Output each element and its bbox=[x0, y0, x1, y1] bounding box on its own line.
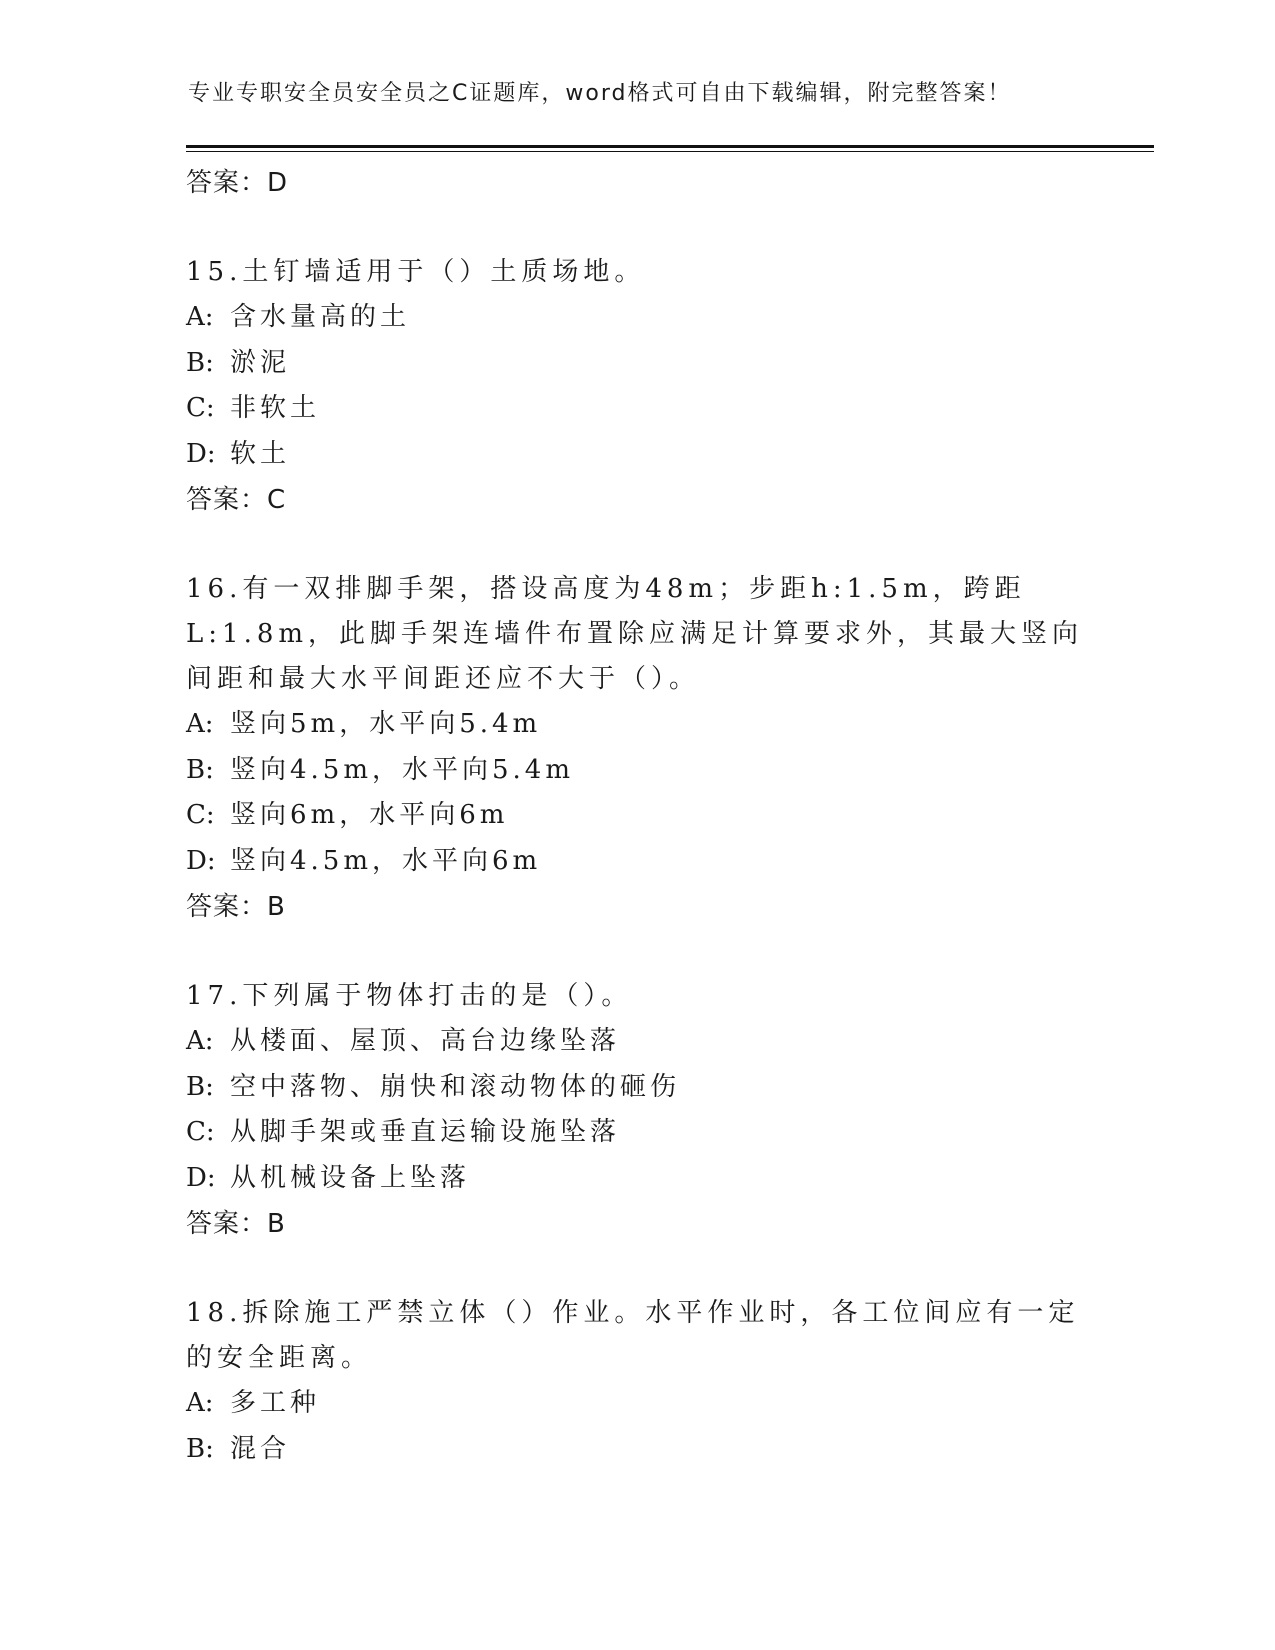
option-letter: B: bbox=[186, 1433, 214, 1464]
option-text: 淤泥 bbox=[230, 347, 291, 378]
answer-option bbox=[186, 702, 1086, 748]
option-text: 非软土 bbox=[230, 393, 321, 423]
answer-line: 答案：B bbox=[186, 892, 286, 922]
block-gap bbox=[186, 930, 1086, 974]
option-letter: B: bbox=[186, 754, 214, 785]
option-letter: A: bbox=[186, 1026, 214, 1056]
option-text: 从脚手架或垂直运输设施坠落 bbox=[230, 1117, 621, 1147]
answer-line: 答案：C bbox=[186, 485, 287, 515]
answer-option bbox=[186, 1427, 1086, 1473]
option-text: 混合 bbox=[230, 1433, 291, 1464]
option-letter: D: bbox=[186, 845, 216, 876]
question-stem: 17.下列属于物体打击的是（）。 bbox=[186, 981, 633, 1011]
option-text: 从机械设备上坠落 bbox=[230, 1162, 471, 1193]
block-gap bbox=[186, 206, 1086, 250]
page-header: 专业专职安全员安全员之C证题库，word格式可自由下载编辑，附完整答案！ bbox=[188, 81, 1012, 106]
answer-option bbox=[186, 793, 1086, 839]
option-letter: C: bbox=[186, 800, 215, 830]
question-stem: 18.拆除施工严禁立体（）作业。水平作业时，各工位间应有一定的安全距离。 bbox=[186, 1298, 1080, 1373]
answer-option bbox=[186, 432, 1086, 478]
block-gap bbox=[186, 523, 1086, 567]
option-text: 空中落物、崩快和滚动物体的砸伤 bbox=[230, 1071, 681, 1102]
option-text: 多工种 bbox=[230, 1388, 321, 1418]
question-stem: 15.土钉墙适用于（）土质场地。 bbox=[186, 257, 646, 287]
answer-option bbox=[186, 1381, 1086, 1427]
answer-option bbox=[186, 1019, 1086, 1065]
answer-option bbox=[186, 341, 1086, 387]
answer-option bbox=[186, 839, 1086, 885]
answer-option bbox=[186, 1110, 1086, 1156]
block-gap bbox=[186, 1247, 1086, 1291]
answer-option bbox=[186, 1065, 1086, 1111]
answer-line: 答案：B bbox=[186, 1209, 286, 1239]
option-text: 软土 bbox=[230, 438, 291, 469]
answer-option bbox=[186, 295, 1086, 341]
option-letter: B: bbox=[186, 347, 214, 378]
option-letter: C: bbox=[186, 1117, 215, 1147]
option-letter: A: bbox=[186, 709, 214, 739]
question-content bbox=[186, 160, 1086, 1472]
answer-option bbox=[186, 386, 1086, 432]
option-letter: C: bbox=[186, 393, 215, 423]
option-text: 含水量高的土 bbox=[230, 302, 411, 332]
option-letter: B: bbox=[186, 1071, 214, 1102]
option-letter: A: bbox=[186, 1388, 214, 1418]
option-text: 竖向4.5m，水平向6m bbox=[230, 845, 542, 876]
answer-line: 答案：D bbox=[186, 168, 289, 198]
option-text: 竖向6m，水平向6m bbox=[230, 800, 509, 830]
answer-option bbox=[186, 1156, 1086, 1202]
header-rule-thick bbox=[186, 145, 1154, 148]
option-letter: D: bbox=[186, 1162, 216, 1193]
option-letter: D: bbox=[186, 438, 216, 469]
option-text: 竖向4.5m，水平向5.4m bbox=[230, 754, 575, 785]
option-text: 从楼面、屋顶、高台边缘坠落 bbox=[230, 1026, 621, 1056]
option-letter: A: bbox=[186, 302, 214, 332]
header-rule-thin bbox=[186, 151, 1154, 152]
question-stem: 16.有一双排脚手架，搭设高度为48m；步距h:1.5m，跨距L:1.8m，此脚手架连墙件布置除应满足计算要求外，其最大竖向间距和最大水平间距还应不大于（）。 bbox=[186, 574, 1084, 694]
answer-option bbox=[186, 748, 1086, 794]
option-text: 竖向5m，水平向5.4m bbox=[230, 709, 542, 739]
